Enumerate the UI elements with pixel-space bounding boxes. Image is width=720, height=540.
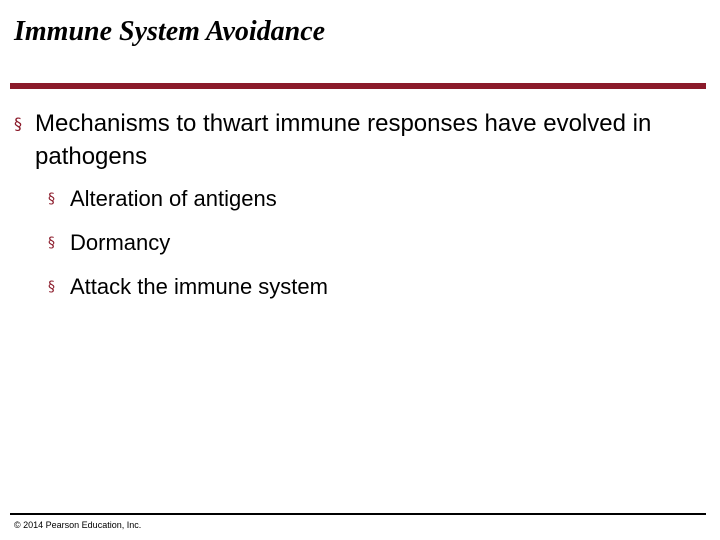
- copyright-footer: © 2014 Pearson Education, Inc.: [14, 520, 142, 530]
- bullet-marker-icon: §: [14, 114, 22, 133]
- bullet-marker-icon: §: [48, 235, 55, 251]
- sub-bullet-text: Attack the immune system: [70, 274, 328, 299]
- sub-bullet: [48, 229, 170, 257]
- bullet-marker-icon: §: [48, 279, 55, 295]
- footer-divider: [10, 513, 706, 515]
- sub-bullet: [48, 273, 328, 301]
- bullet-marker-icon: §: [48, 191, 55, 207]
- sub-bullet-text: Dormancy: [70, 230, 171, 255]
- sub-bullet: [48, 185, 277, 213]
- sub-bullet-text: Alteration of antigens: [70, 186, 277, 211]
- main-bullet: [14, 107, 654, 173]
- main-bullet-text: Mechanisms to thwart immune responses have evolved in pathogens: [35, 110, 652, 170]
- slide-title: Immune System Avoidance: [14, 16, 326, 47]
- title-divider: [10, 83, 706, 89]
